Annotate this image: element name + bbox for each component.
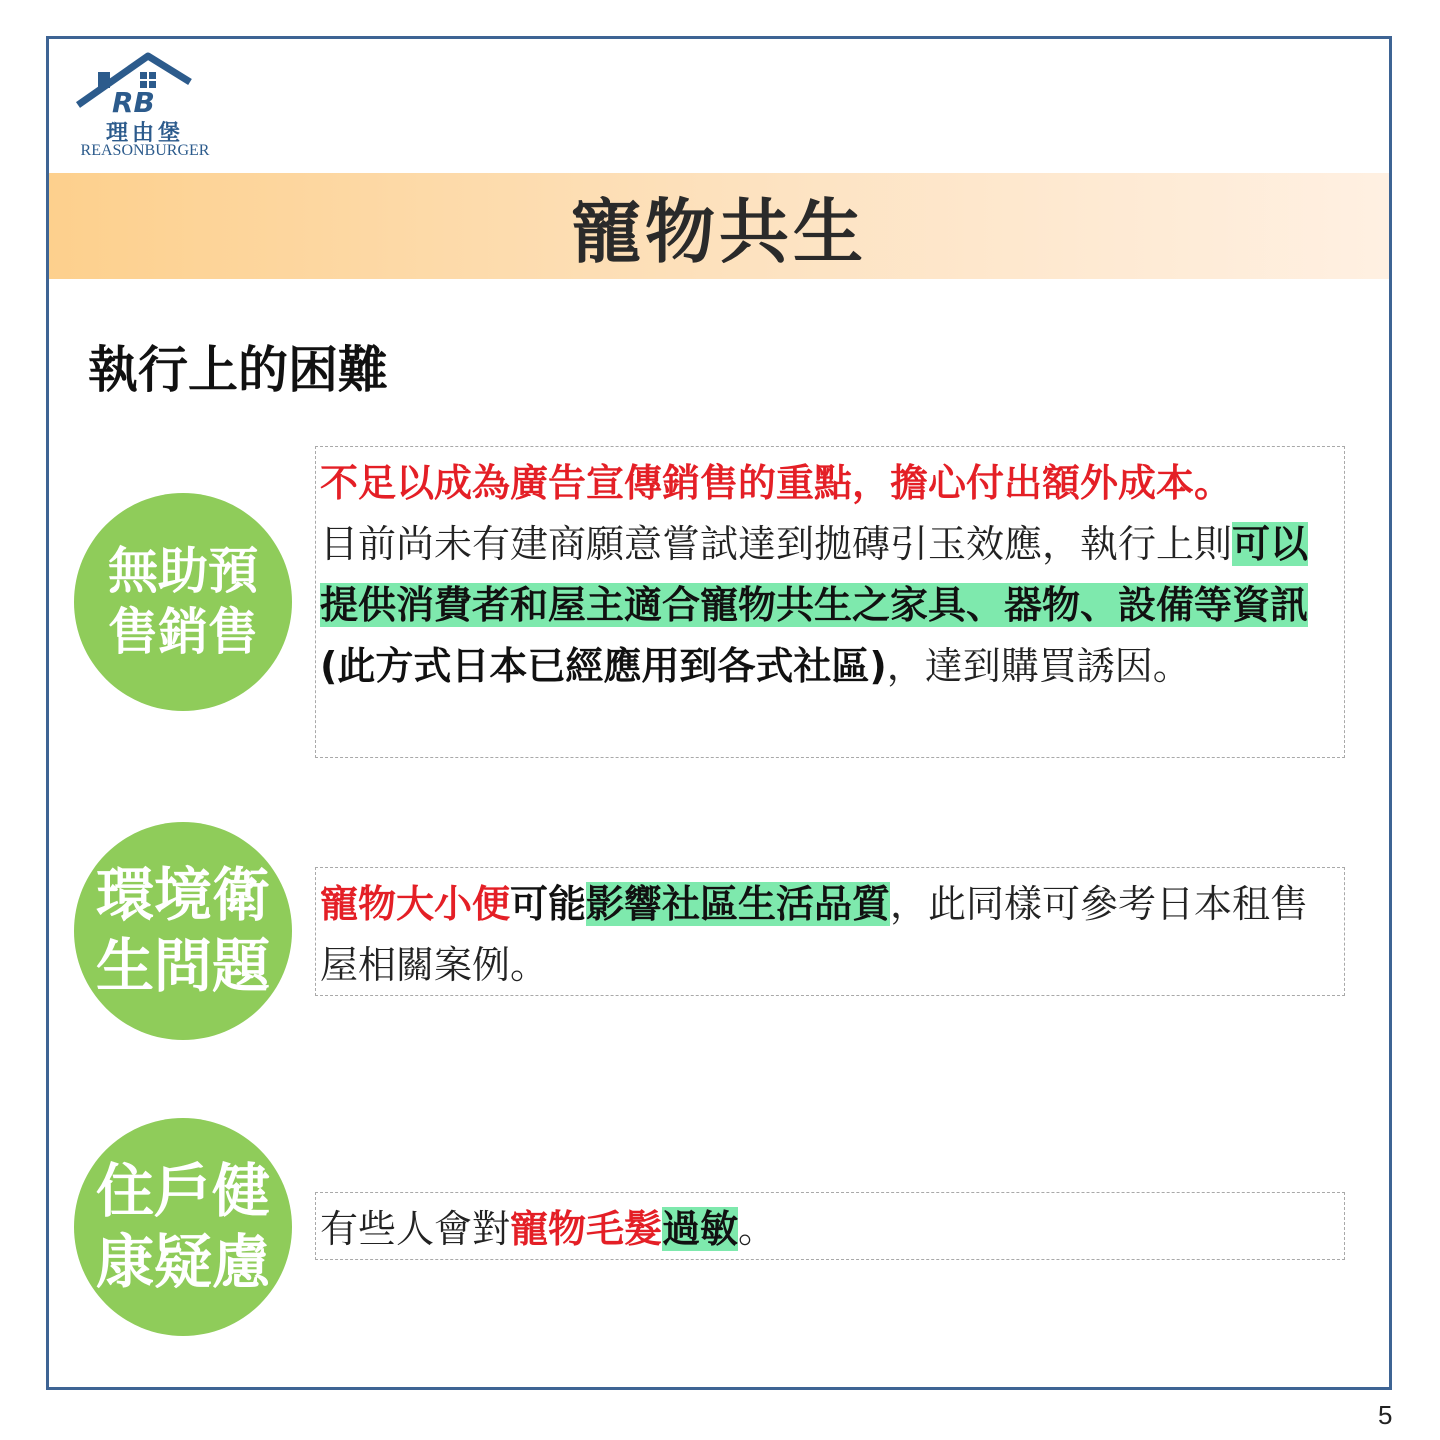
- bold-text: 可能: [510, 882, 587, 926]
- body-text: 有些人會對: [320, 1207, 511, 1251]
- body-text: ，達到購買誘因。: [886, 644, 1191, 688]
- difficulty-badge-presale: [74, 493, 292, 711]
- highlighted-text: 過敏: [662, 1207, 739, 1251]
- difficulty-badge-health: [74, 1118, 292, 1336]
- body-text: 目前尚未有建商願意嘗試達到拋磚引玉效應，執行上則: [320, 522, 1233, 566]
- bold-text: (此方式日本已經應用到各式社區): [320, 644, 887, 688]
- body-text: 。: [738, 1207, 777, 1251]
- title-bar: [49, 173, 1389, 279]
- logo-name-en: REASONBURGER: [80, 142, 210, 159]
- difficulty-label: 住戶健康疑慮: [95, 1157, 270, 1296]
- section-heading: 執行上的困難: [88, 341, 388, 399]
- difficulty-label: 無助預售銷售: [108, 542, 258, 661]
- page-number: 5: [1378, 1400, 1393, 1430]
- highlighted-text: 影響社區生活品質: [586, 882, 891, 926]
- highlighted-text: 可以提供消費者和屋主適合寵物共生之家具、器物、設備等資訊: [320, 522, 1309, 627]
- slide-title: 寵物共生: [571, 190, 867, 273]
- logo-monogram: RB: [112, 86, 155, 119]
- emphasis-text: 不足以成為廣告宣傳銷售的重點，擔心付出額外成本。: [320, 461, 1233, 505]
- difficulty-description-box: [315, 446, 1345, 758]
- difficulty-badge-hygiene: [74, 822, 292, 1040]
- house-logo-icon: [70, 50, 220, 120]
- difficulty-description-box: [315, 867, 1345, 996]
- body-text: ，此同樣可參考日本租售屋相關案例。: [320, 882, 1309, 987]
- difficulty-description-box: [315, 1192, 1345, 1260]
- reasonburger-logo: [70, 50, 220, 162]
- emphasis-text: 寵物毛髮: [510, 1207, 663, 1251]
- emphasis-text: 寵物大小便: [320, 882, 511, 926]
- logo-name-zh: 理由堡: [105, 120, 184, 146]
- difficulty-label: 環境衛生問題: [95, 861, 270, 1000]
